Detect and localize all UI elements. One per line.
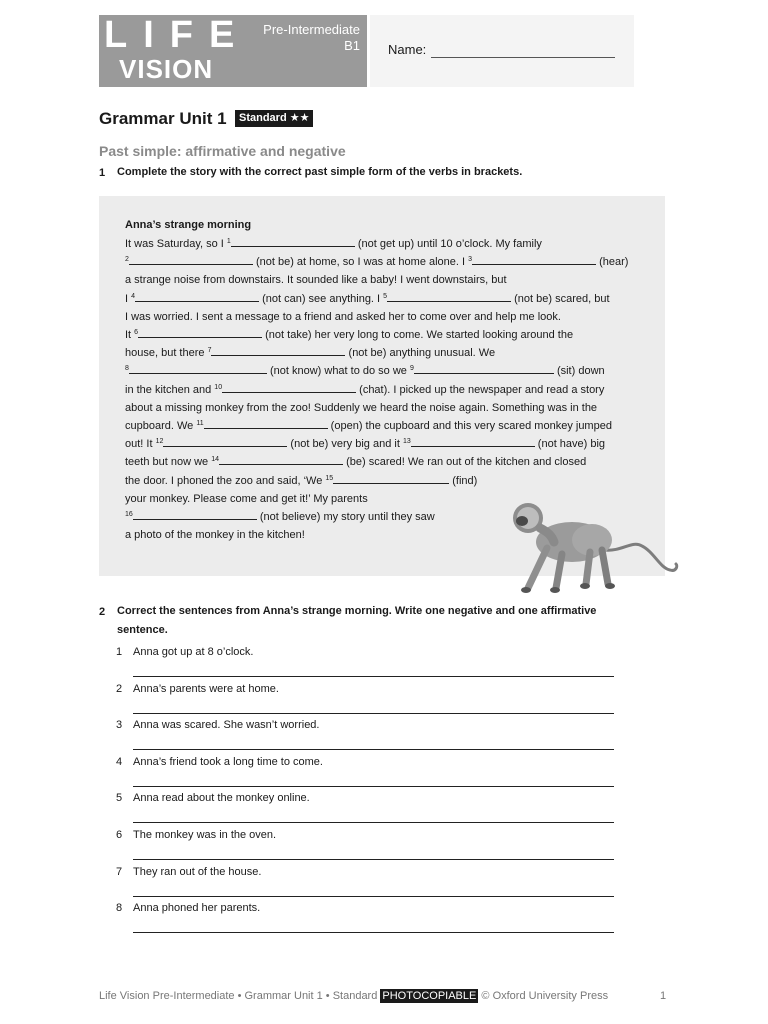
story-line (125, 399, 655, 417)
exercise-2-item-number: 4 (116, 755, 123, 768)
story-text-segment: a photo of the monkey in the kitchen! (125, 529, 305, 542)
story-line (125, 290, 655, 308)
exercise-2-sentence: They ran out of the house. (133, 865, 262, 878)
answer-gap[interactable] (222, 381, 356, 393)
answer-gap[interactable] (414, 362, 554, 374)
story-text-segment: your monkey. Please come and get it!’ My parents (125, 492, 368, 505)
story-text-segment: (not be) at home, so I was at home alone. I (252, 256, 469, 269)
answer-gap[interactable] (133, 508, 257, 520)
story-text-segment: (not be) very big and it (287, 438, 403, 451)
page-number: 1 (660, 990, 667, 1002)
story-text-segment: (hear) (596, 256, 629, 269)
monkey-illustration (492, 480, 682, 602)
answer-gap[interactable] (138, 326, 262, 338)
name-label: Name: (388, 42, 427, 57)
footer-copyright: © Oxford University Press (481, 990, 609, 1002)
exercise-2-item-number: 7 (116, 865, 123, 878)
gap-number: 5 (383, 292, 388, 300)
answer-line[interactable] (133, 896, 614, 897)
level-badge: Standard ★★ (235, 110, 313, 127)
answer-line[interactable] (133, 932, 614, 933)
story-line (125, 308, 655, 326)
exercise-2-item-number: 2 (116, 682, 123, 695)
gap-number: 4 (131, 292, 136, 300)
story-line (125, 344, 655, 362)
answer-gap[interactable] (333, 472, 449, 484)
answer-line[interactable] (133, 749, 614, 750)
story-line (125, 417, 655, 435)
story-text-segment: I (125, 292, 132, 305)
story-line (125, 235, 655, 253)
story-text-segment: the door. I phoned the zoo and said, ‘We (125, 474, 326, 487)
level-label (263, 22, 360, 54)
story-line (125, 326, 655, 344)
exercise-2-item-number: 3 (116, 719, 123, 732)
story-text-segment: (not get up) until 10 o’clock. My family (354, 238, 542, 250)
story-line (125, 253, 655, 271)
story-text-segment: (sit) down (553, 365, 605, 378)
exercise-2-item-number: 8 (116, 902, 123, 915)
answer-gap[interactable] (129, 253, 253, 265)
gap-number: 3 (468, 256, 473, 264)
exercise-2-sentence: Anna read about the monkey online. (133, 792, 310, 805)
exercise-1-instruction: Complete the story with the correct past simple form of the verbs in brackets. (117, 166, 523, 178)
answer-line[interactable] (133, 859, 614, 860)
story-line (125, 453, 655, 471)
gap-number: 7 (207, 347, 212, 355)
gap-number: 9 (409, 365, 414, 373)
story-text-segment: (not be) scared, but (511, 292, 610, 305)
exercise-2-sentence: Anna’s parents were at home. (133, 682, 279, 695)
exercise-2-item-number: 1 (116, 646, 123, 658)
story-text-segment: out! It (125, 438, 156, 451)
exercise-2-sentence: Anna phoned her parents. (133, 902, 261, 915)
story-text-segment: (not be) anything unusual. We (345, 347, 496, 360)
story-text-segment: a strange noise from downstairs. It sounded like a baby! I went downstairs, but (125, 274, 507, 287)
answer-gap[interactable] (163, 435, 287, 447)
gap-number: 8 (125, 365, 129, 373)
logo-life-text: LIFE (104, 14, 251, 56)
story-text-segment: It (125, 329, 135, 342)
answer-line[interactable] (133, 676, 614, 677)
story-text-segment: in the kitchen and (125, 383, 215, 396)
story-text-segment: (not believe) my story until they saw (256, 511, 435, 524)
exercise-2-item-number: 6 (116, 829, 123, 841)
gap-number: 1 (226, 238, 231, 245)
footer-text: Life Vision Pre-Intermediate • Grammar Unit 1 • Standard (99, 990, 378, 1002)
story-title: Anna’s strange morning (125, 219, 252, 231)
exercise-2-sentence: The monkey was in the oven. (133, 829, 277, 841)
level-line-2: B1 (344, 38, 360, 53)
story-line (125, 271, 655, 289)
story-text-segment: It was Saturday, so I (125, 238, 227, 250)
story-text-segment: house, but there (125, 347, 208, 360)
gap-number: 10 (214, 383, 223, 391)
story-text-segment: (chat). I picked up the newspaper and read a story (356, 383, 605, 396)
story-text-segment: about a missing monkey from the zoo! Suddenly we heard the noise again. Something was in the (125, 401, 598, 414)
story-text-segment: cupboard. We (125, 420, 197, 433)
gap-number: 6 (134, 329, 139, 337)
gap-number: 15 (325, 474, 334, 482)
exercise-2-instruction-line-2: sentence. (117, 624, 168, 636)
story-text-segment: (not take) her very long to come. We started looking around the (262, 329, 574, 342)
page-title: Grammar Unit 1 (99, 109, 227, 128)
gap-number: 12 (155, 438, 164, 446)
answer-gap[interactable] (472, 253, 596, 265)
logo-vision-text: VISION (119, 54, 214, 84)
page-subtitle: Past simple: affirmative and negative (99, 143, 346, 159)
answer-gap[interactable] (135, 290, 259, 302)
gap-number: 2 (125, 256, 129, 264)
answer-gap[interactable] (219, 453, 343, 465)
exercise-2-sentence: Anna was scared. She wasn’t worried. (133, 719, 320, 732)
gap-number: 13 (402, 438, 411, 446)
level-line-1: Pre-Intermediate (263, 22, 360, 37)
answer-gap[interactable] (411, 435, 535, 447)
story-line (125, 362, 655, 380)
exercise-2-sentence: Anna’s friend took a long time to come. (133, 755, 323, 768)
exercise-2-item-number: 5 (116, 792, 123, 805)
exercise-2-instruction-line-1: Correct the sentences from Anna’s strange morning. Write one negative and one affirmative (117, 605, 597, 617)
story-line (125, 381, 655, 399)
exercise-1-number: 1 (99, 167, 106, 179)
answer-line[interactable] (133, 822, 614, 823)
answer-line[interactable] (133, 713, 614, 714)
exercise-2-number: 2 (99, 606, 106, 618)
story-text-segment: (open) the cupboard and this very scared monkey jumped (327, 420, 612, 433)
answer-gap[interactable] (204, 417, 328, 429)
gap-number: 16 (125, 511, 133, 519)
answer-gap[interactable] (231, 235, 355, 247)
gap-number: 14 (211, 456, 220, 464)
story-text-segment: I was worried. I sent a message to a friend and asked her to come over and help me look. (125, 310, 561, 323)
story-text-segment: (not know) what to do so we (266, 365, 410, 378)
story-text-segment: (be) scared! We ran out of the kitchen and closed (343, 456, 587, 469)
footer (99, 990, 608, 1002)
answer-gap[interactable] (211, 344, 345, 356)
story-text-segment: teeth but now we (125, 456, 212, 469)
gap-number: 11 (196, 420, 204, 428)
photocopiable-badge: PHOTOCOPIABLE (382, 990, 477, 1002)
story-text-segment: (find) (449, 474, 478, 487)
story-line (125, 435, 655, 453)
name-field[interactable] (431, 57, 615, 58)
answer-gap[interactable] (129, 362, 267, 374)
exercise-2-sentence: Anna got up at 8 o’clock. (133, 646, 254, 658)
story-text-segment: (not have) big (534, 438, 606, 451)
answer-line[interactable] (133, 786, 614, 787)
answer-gap[interactable] (387, 290, 511, 302)
story-text-segment: (not can) see anything. I (259, 292, 384, 305)
